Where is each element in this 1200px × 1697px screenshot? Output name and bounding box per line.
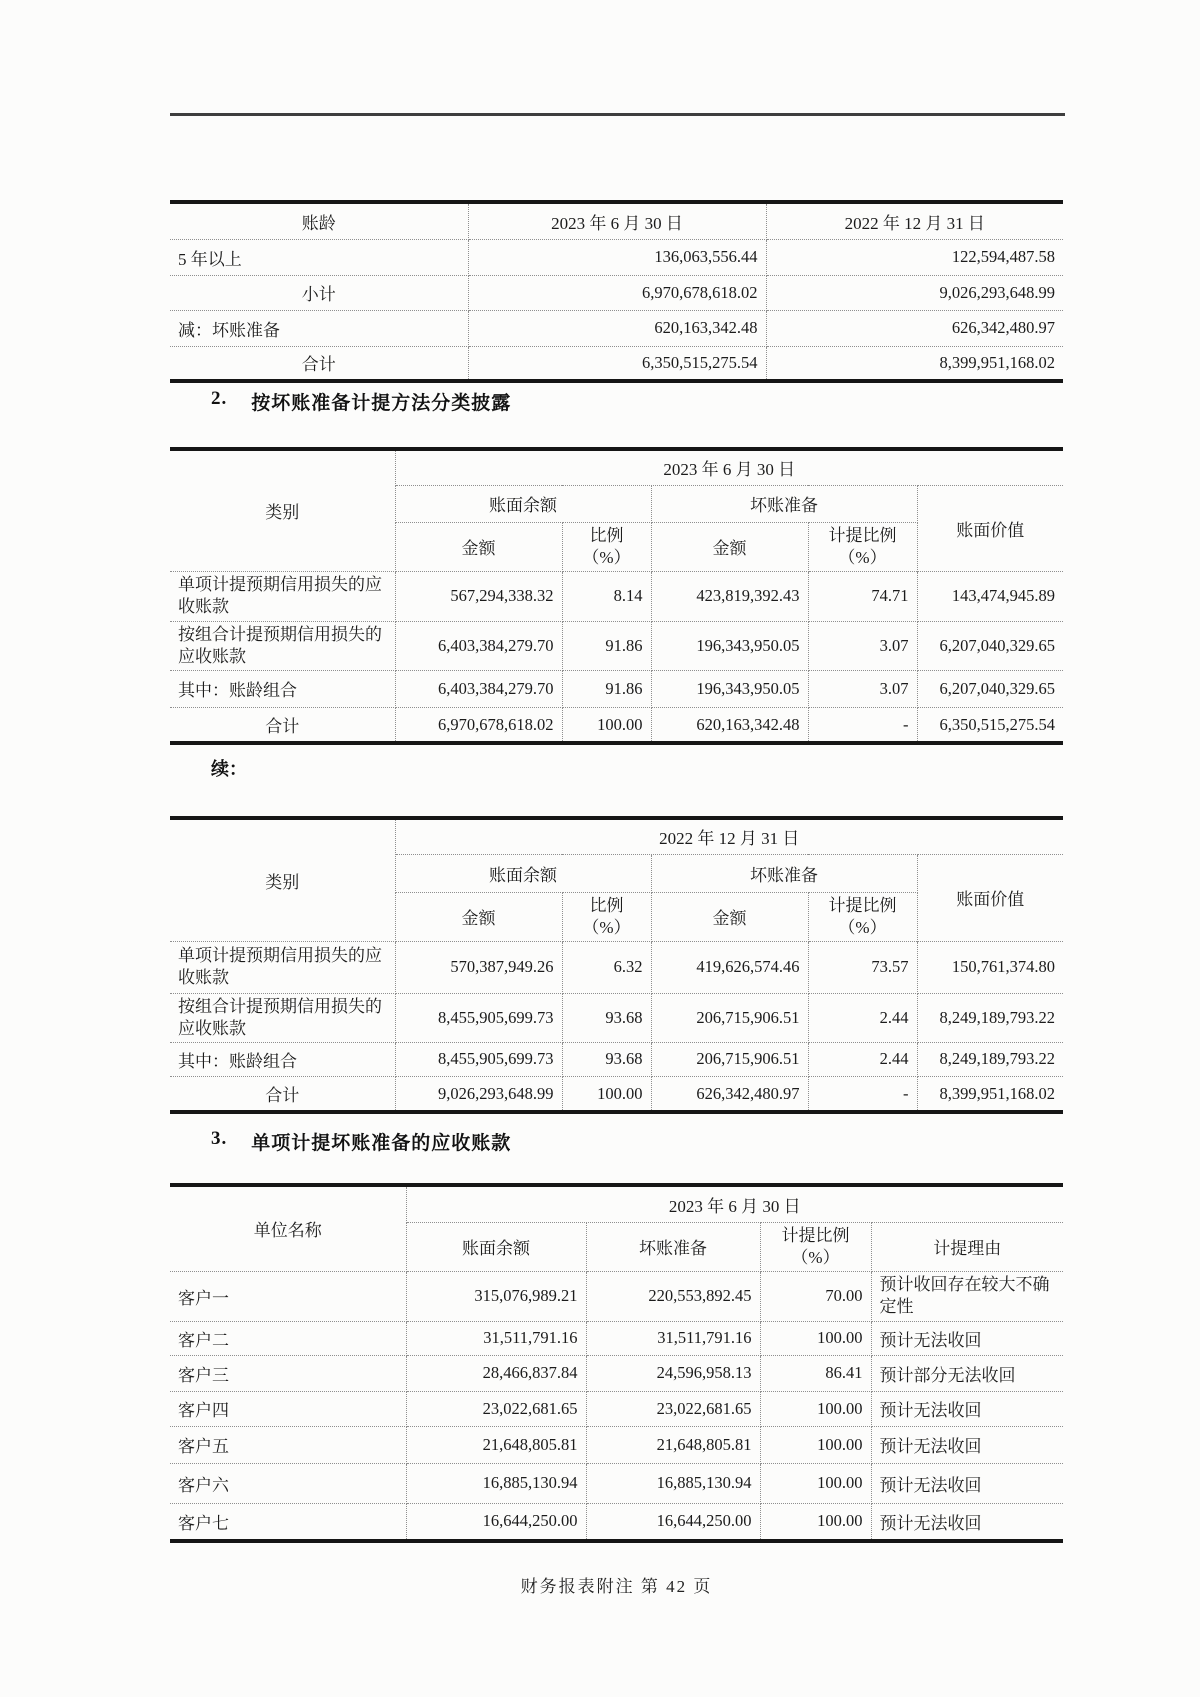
- row-label-cell: 单项计提预期信用损失的应收账款: [170, 941, 395, 993]
- reason-cell: 预计无法收回: [871, 1503, 1063, 1541]
- reason-cell: 预计无法收回: [871, 1321, 1063, 1355]
- value-2022-cell: 626,342,480.97: [766, 310, 1063, 346]
- provision-cell: 16,644,250.00: [586, 1503, 760, 1541]
- date-header-cell: 2022 年 12 月 31 日: [395, 818, 1063, 854]
- value-2022-cell: 9,026,293,648.99: [766, 275, 1063, 310]
- table-row: [170, 1463, 1063, 1503]
- table-row: [170, 310, 1063, 346]
- ratio-header-line1: 计提比例: [781, 1225, 850, 1245]
- ratio-cell: 8.14: [562, 571, 651, 621]
- balance-cell: 23,022,681.65: [406, 1391, 586, 1426]
- row-label-cell: 5 年以上: [170, 239, 468, 275]
- provision-ratio-cell: 2.44: [808, 1042, 917, 1076]
- book-value-cell: 8,249,189,793.22: [917, 1042, 1063, 1076]
- provision-ratio-cell: 3.07: [808, 621, 917, 670]
- table-header-row: [170, 818, 1063, 854]
- balance-group-header-cell: 账面余额: [395, 854, 651, 892]
- value-2023-cell: 136,063,556.44: [468, 239, 766, 275]
- provision-ratio-cell: 73.57: [808, 941, 917, 993]
- ratio-cell: 100.00: [760, 1426, 871, 1463]
- ratio-cell: 91.86: [562, 670, 651, 707]
- ratio-header-line2: （%）: [582, 547, 631, 567]
- book-value-header-cell: 账面价值: [917, 485, 1063, 571]
- table-row: [170, 1426, 1063, 1463]
- amount-header-cell: 金额: [395, 892, 562, 941]
- table-row: [170, 1042, 1063, 1076]
- ratio-cell: 70.00: [760, 1271, 871, 1321]
- ratio-header-cell: [562, 522, 651, 571]
- amount-cell: 6,403,384,279.70: [395, 670, 562, 707]
- table-header-row: [170, 449, 1063, 485]
- balance-cell: 315,076,989.21: [406, 1271, 586, 1321]
- reason-cell: 预计无法收回: [871, 1463, 1063, 1503]
- page-header-rule: [170, 113, 1065, 116]
- bad-debt-cell: 423,819,392.43: [651, 571, 808, 621]
- provision-ratio-header-line1: 计提比例: [828, 525, 897, 545]
- provision-method-table-2023: [170, 447, 1063, 745]
- value-2023-cell: 6,970,678,618.02: [468, 275, 766, 310]
- provision-cell: 220,553,892.45: [586, 1271, 760, 1321]
- aging-table: [170, 200, 1063, 383]
- ratio-cell: 91.86: [562, 621, 651, 670]
- book-value-cell: 143,474,945.89: [917, 571, 1063, 621]
- value-2023-cell: 620,163,342.48: [468, 310, 766, 346]
- ratio-cell: 100.00: [760, 1321, 871, 1355]
- table-header-row: [170, 202, 1063, 239]
- individual-provision-table: [170, 1183, 1063, 1543]
- table-row: [170, 1503, 1063, 1541]
- table-row: [170, 239, 1063, 275]
- book-value-cell: 8,249,189,793.22: [917, 993, 1063, 1042]
- ratio-header-line2: （%）: [791, 1247, 840, 1267]
- provision-ratio-header-line2: （%）: [838, 917, 887, 937]
- table-row: [170, 1271, 1063, 1321]
- reason-cell: 预计无法收回: [871, 1391, 1063, 1426]
- section-2-title: 按坏账准备计提方法分类披露: [251, 393, 512, 414]
- balance-cell: 16,885,130.94: [406, 1463, 586, 1503]
- amount-header-cell: 金额: [395, 522, 562, 571]
- ratio-header-line2: （%）: [582, 917, 631, 937]
- date-2022-header-cell: 2022 年 12 月 31 日: [766, 202, 1063, 239]
- row-label-cell: 小计: [170, 275, 468, 310]
- date-header-cell: 2023 年 6 月 30 日: [395, 449, 1063, 485]
- row-label-cell: 单项计提预期信用损失的应收账款: [170, 571, 395, 621]
- date-2023-header-cell: 2023 年 6 月 30 日: [468, 202, 766, 239]
- balance-cell: 28,466,837.84: [406, 1355, 586, 1391]
- provision-ratio-header-cell: [808, 522, 917, 571]
- category-header-cell: 类别: [170, 818, 395, 941]
- amount-cell: 6,403,384,279.70: [395, 621, 562, 670]
- ratio-cell: 100.00: [760, 1503, 871, 1541]
- table-row: [170, 1321, 1063, 1355]
- bad-debt-group-header-cell: 坏账准备: [651, 854, 917, 892]
- ratio-cell: 93.68: [562, 1042, 651, 1076]
- book-value-cell: 6,207,040,329.65: [917, 670, 1063, 707]
- ratio-cell: 6.32: [562, 941, 651, 993]
- book-value-cell: 6,350,515,275.54: [917, 707, 1063, 743]
- row-label-cell: 按组合计提预期信用损失的应收账款: [170, 993, 395, 1042]
- amount-cell: 570,387,949.26: [395, 941, 562, 993]
- provision-cell: 21,648,805.81: [586, 1426, 760, 1463]
- row-label-cell: 合计: [170, 707, 395, 743]
- table-row: [170, 941, 1063, 993]
- book-value-cell: 6,207,040,329.65: [917, 621, 1063, 670]
- section-2-heading: [211, 388, 511, 415]
- value-2022-cell: 8,399,951,168.02: [766, 346, 1063, 381]
- provision-header-cell: 坏账准备: [586, 1222, 760, 1271]
- customer-name-cell: 客户六: [170, 1463, 406, 1503]
- amount-cell: 6,970,678,618.02: [395, 707, 562, 743]
- value-2023-cell: 6,350,515,275.54: [468, 346, 766, 381]
- table-row: [170, 621, 1063, 670]
- section-2-number: 2.: [211, 388, 228, 409]
- ratio-cell: 100.00: [760, 1391, 871, 1426]
- bad-debt-group-header-cell: 坏账准备: [651, 485, 917, 522]
- page-footer: 财务报表附注 第 42 页: [520, 1577, 713, 1596]
- table-row: [170, 1391, 1063, 1426]
- ratio-cell: 86.41: [760, 1355, 871, 1391]
- book-value-cell: 150,761,374.80: [917, 941, 1063, 993]
- ratio-cell: 100.00: [562, 1076, 651, 1112]
- reason-cell: 预计无法收回: [871, 1426, 1063, 1463]
- ratio-cell: 93.68: [562, 993, 651, 1042]
- date-header-cell: 2023 年 6 月 30 日: [406, 1185, 1063, 1222]
- provision-ratio-header-line2: （%）: [838, 547, 887, 567]
- bad-debt-cell: 206,715,906.51: [651, 1042, 808, 1076]
- provision-cell: 31,511,791.16: [586, 1321, 760, 1355]
- section-3-title: 单项计提坏账准备的应收账款: [251, 1133, 512, 1154]
- book-value-cell: 8,399,951,168.02: [917, 1076, 1063, 1112]
- ratio-header-cell: [760, 1222, 871, 1271]
- unit-name-header-cell: 单位名称: [170, 1185, 406, 1271]
- provision-ratio-cell: 74.71: [808, 571, 917, 621]
- table-row: [170, 670, 1063, 707]
- table-row: [170, 1355, 1063, 1391]
- amount-cell: 8,455,905,699.73: [395, 1042, 562, 1076]
- book-value-header-cell: 账面价值: [917, 854, 1063, 941]
- row-label-cell: 其中：账龄组合: [170, 670, 395, 707]
- table-total-row: [170, 707, 1063, 743]
- row-label-cell: 按组合计提预期信用损失的应收账款: [170, 621, 395, 670]
- customer-name-cell: 客户二: [170, 1321, 406, 1355]
- table-total-row: [170, 1076, 1063, 1112]
- provision-cell: 16,885,130.94: [586, 1463, 760, 1503]
- balance-cell: 31,511,791.16: [406, 1321, 586, 1355]
- bad-debt-cell: 620,163,342.48: [651, 707, 808, 743]
- balance-cell: 21,648,805.81: [406, 1426, 586, 1463]
- section-3-number: 3.: [211, 1128, 228, 1149]
- table-header-row: [170, 1185, 1063, 1222]
- amount-header-cell: 金额: [651, 522, 808, 571]
- category-header-cell: 类别: [170, 449, 395, 571]
- provision-cell: 24,596,958.13: [586, 1355, 760, 1391]
- balance-header-cell: 账面余额: [406, 1222, 586, 1271]
- continued-label: 续：: [211, 759, 247, 779]
- customer-name-cell: 客户一: [170, 1271, 406, 1321]
- amount-header-cell: 金额: [651, 892, 808, 941]
- customer-name-cell: 客户四: [170, 1391, 406, 1426]
- row-label-cell: 合计: [170, 346, 468, 381]
- bad-debt-cell: 626,342,480.97: [651, 1076, 808, 1112]
- bad-debt-cell: 206,715,906.51: [651, 993, 808, 1042]
- balance-group-header-cell: 账面余额: [395, 485, 651, 522]
- provision-ratio-cell: -: [808, 707, 917, 743]
- table-total-row: [170, 346, 1063, 381]
- aging-header-cell: 账龄: [170, 202, 468, 239]
- section-3-heading: [211, 1128, 511, 1155]
- provision-ratio-cell: -: [808, 1076, 917, 1112]
- ratio-cell: 100.00: [562, 707, 651, 743]
- table-row: [170, 571, 1063, 621]
- provision-ratio-header-cell: [808, 892, 917, 941]
- table-row: [170, 275, 1063, 310]
- ratio-header-line1: 比例: [589, 525, 624, 545]
- row-label-cell: 减：坏账准备: [170, 310, 468, 346]
- row-label-cell: 合计: [170, 1076, 395, 1112]
- bad-debt-cell: 419,626,574.46: [651, 941, 808, 993]
- ratio-header-line1: 比例: [589, 895, 624, 915]
- ratio-cell: 100.00: [760, 1463, 871, 1503]
- customer-name-cell: 客户七: [170, 1503, 406, 1541]
- amount-cell: 9,026,293,648.99: [395, 1076, 562, 1112]
- amount-cell: 8,455,905,699.73: [395, 993, 562, 1042]
- provision-method-table-2022: [170, 816, 1063, 1114]
- balance-cell: 16,644,250.00: [406, 1503, 586, 1541]
- reason-cell: 预计收回存在较大不确定性: [871, 1271, 1063, 1321]
- value-2022-cell: 122,594,487.58: [766, 239, 1063, 275]
- provision-cell: 23,022,681.65: [586, 1391, 760, 1426]
- provision-ratio-cell: 2.44: [808, 993, 917, 1042]
- customer-name-cell: 客户三: [170, 1355, 406, 1391]
- provision-ratio-cell: 3.07: [808, 670, 917, 707]
- bad-debt-cell: 196,343,950.05: [651, 621, 808, 670]
- reason-cell: 预计部分无法收回: [871, 1355, 1063, 1391]
- row-label-cell: 其中：账龄组合: [170, 1042, 395, 1076]
- table-row: [170, 993, 1063, 1042]
- bad-debt-cell: 196,343,950.05: [651, 670, 808, 707]
- reason-header-cell: 计提理由: [871, 1222, 1063, 1271]
- amount-cell: 567,294,338.32: [395, 571, 562, 621]
- customer-name-cell: 客户五: [170, 1426, 406, 1463]
- ratio-header-cell: [562, 892, 651, 941]
- provision-ratio-header-line1: 计提比例: [828, 895, 897, 915]
